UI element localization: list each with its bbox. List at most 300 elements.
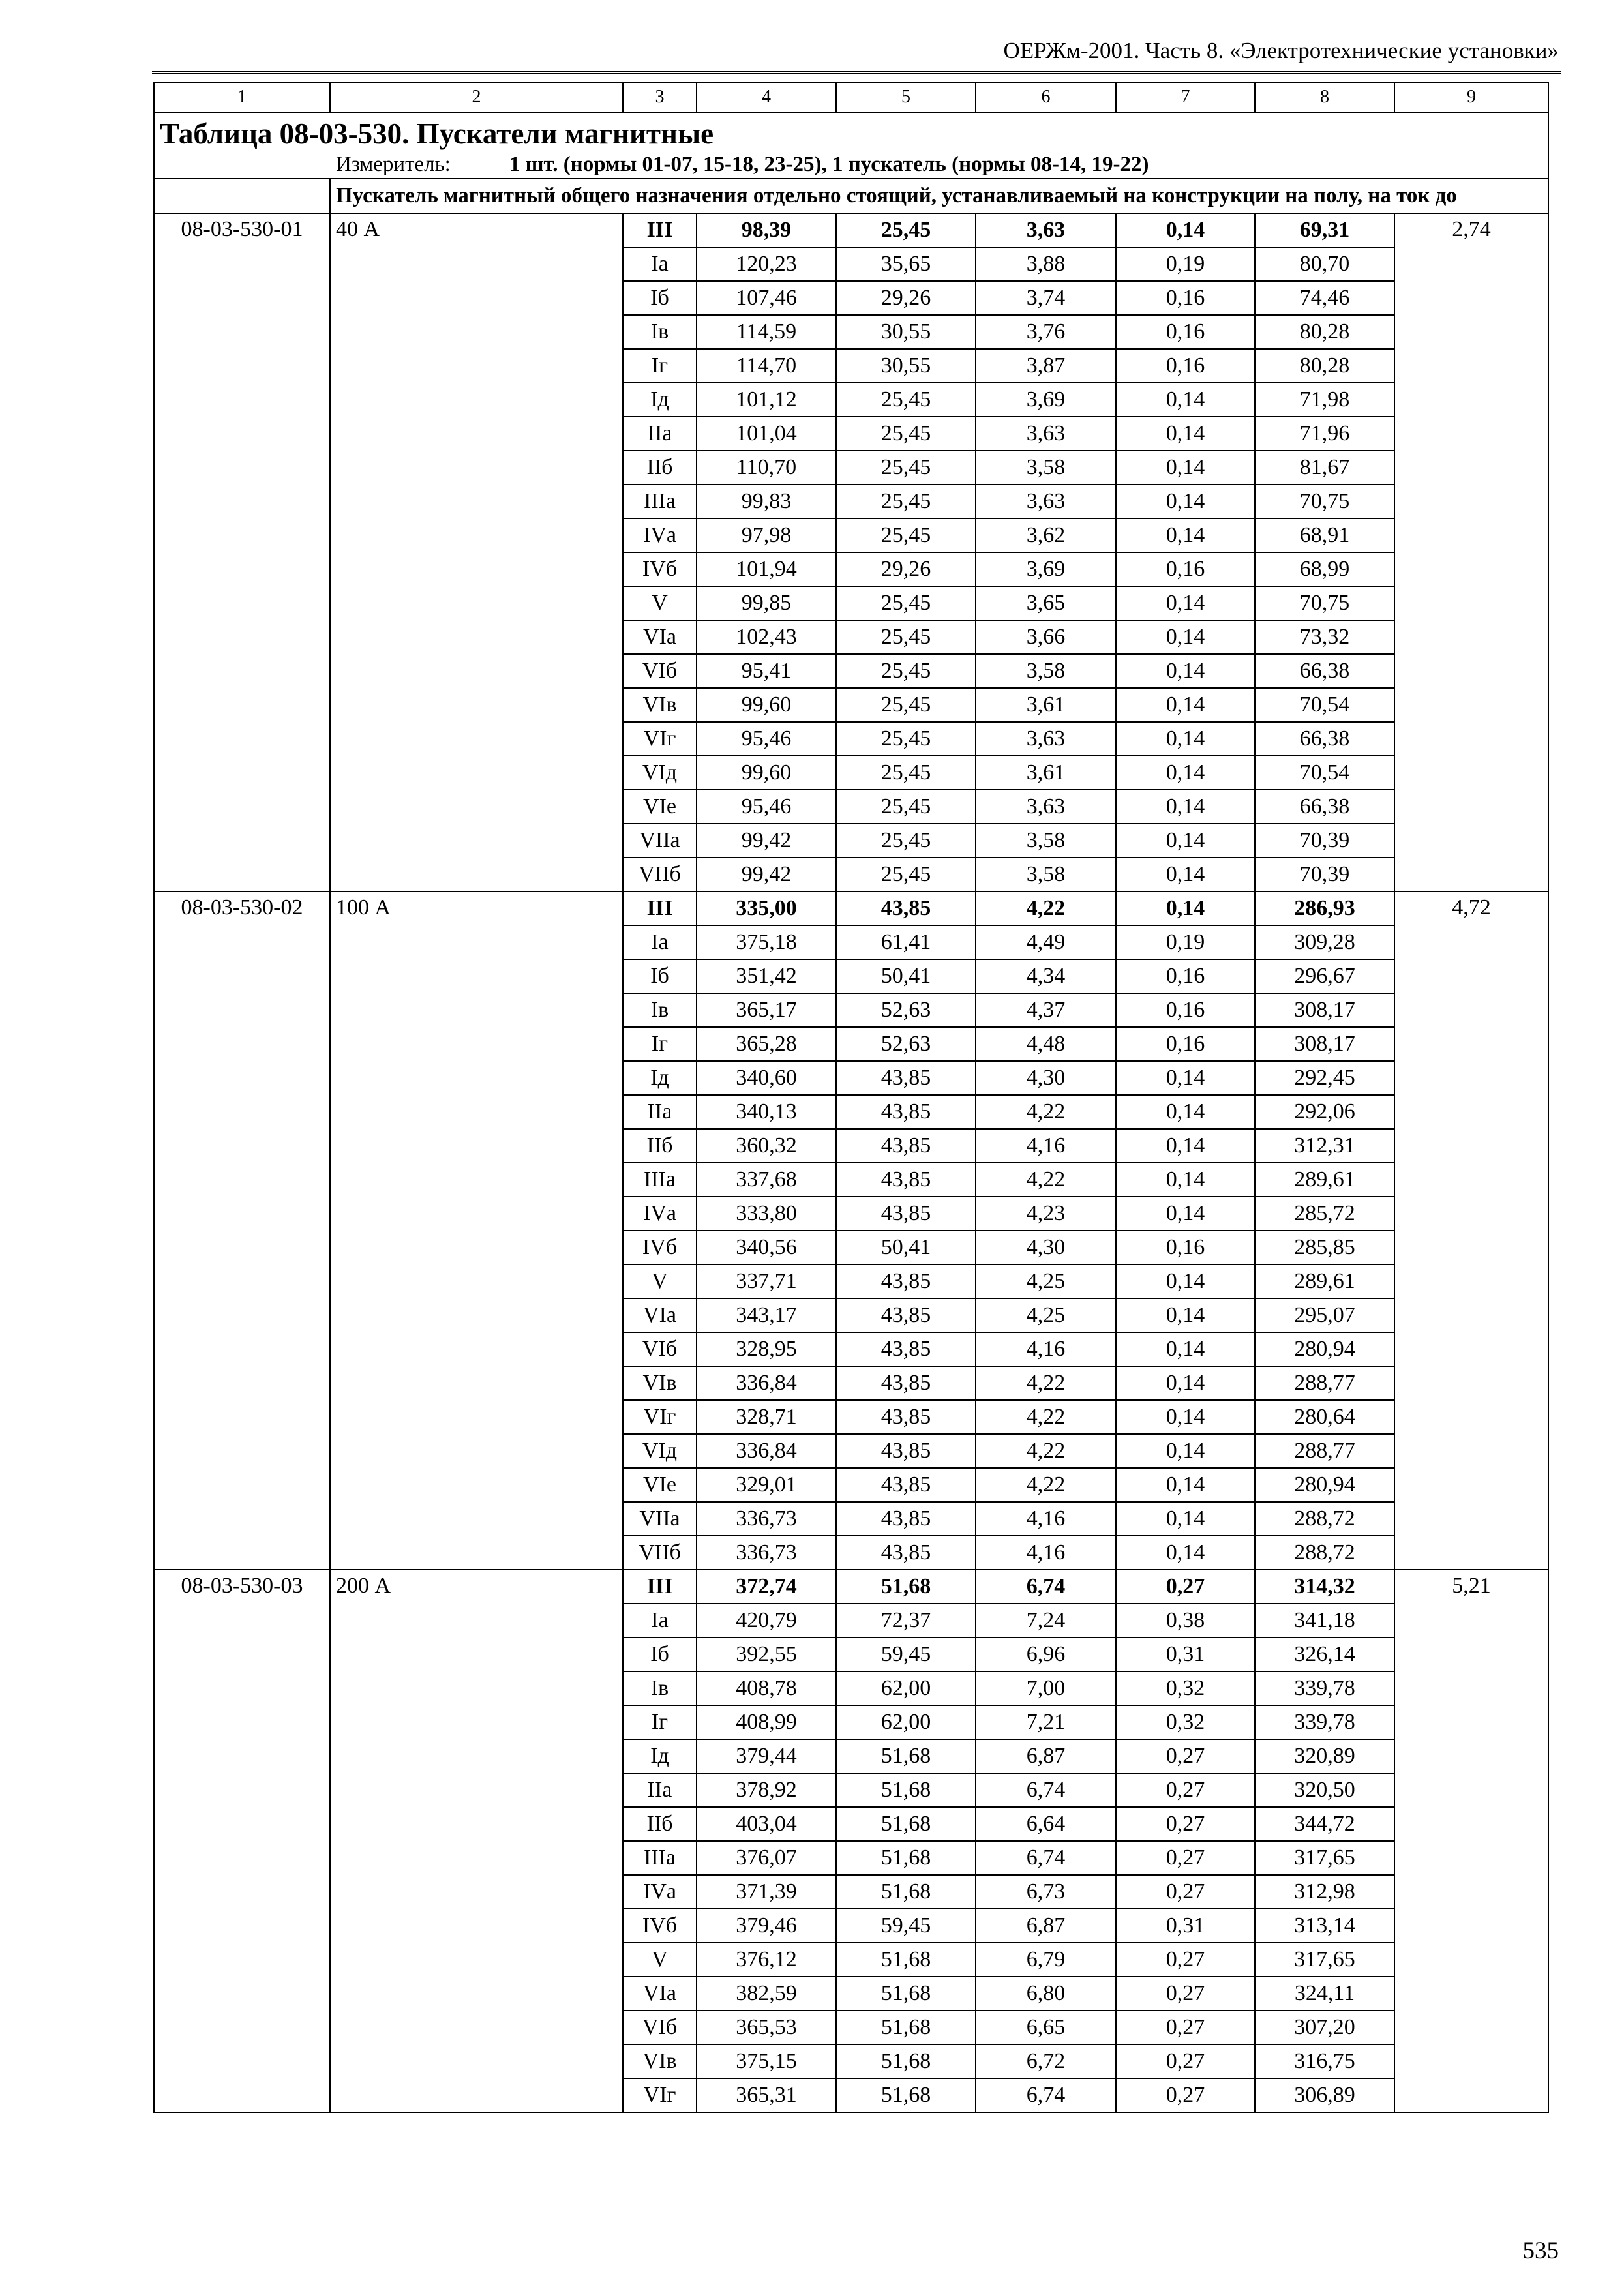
table-body bbox=[154, 82, 1548, 2112]
page-number: 535 bbox=[1522, 2237, 1559, 2264]
operator-wage: 0,14 bbox=[1116, 1197, 1255, 1231]
material-cost: 296,67 bbox=[1255, 959, 1394, 993]
machine-cost: 6,79 bbox=[976, 1943, 1116, 1977]
total-cost: 360,32 bbox=[697, 1129, 836, 1163]
material-cost: 314,32 bbox=[1255, 1570, 1394, 1604]
operator-wage: 0,14 bbox=[1116, 654, 1255, 688]
unit-code: IVа bbox=[623, 518, 697, 552]
machine-cost: 7,00 bbox=[976, 1671, 1116, 1705]
operator-wage: 0,27 bbox=[1116, 1807, 1255, 1841]
unit-code: IIа bbox=[623, 417, 697, 451]
material-cost: 339,78 bbox=[1255, 1671, 1394, 1705]
material-cost: 308,17 bbox=[1255, 1027, 1394, 1061]
mass-value: 2,74 bbox=[1394, 213, 1548, 891]
machine-cost: 6,74 bbox=[976, 1570, 1116, 1604]
total-cost: 114,70 bbox=[697, 349, 836, 383]
labor-cost: 43,85 bbox=[836, 1502, 976, 1536]
labor-cost: 51,68 bbox=[836, 1875, 976, 1909]
machine-cost: 4,23 bbox=[976, 1197, 1116, 1231]
material-cost: 73,32 bbox=[1255, 620, 1394, 654]
operator-wage: 0,14 bbox=[1116, 1332, 1255, 1366]
unit-code: Iв bbox=[623, 1671, 697, 1705]
total-cost: 340,13 bbox=[697, 1095, 836, 1129]
machine-cost: 4,25 bbox=[976, 1264, 1116, 1298]
material-cost: 295,07 bbox=[1255, 1298, 1394, 1332]
table-row bbox=[154, 213, 1548, 247]
total-cost: 376,12 bbox=[697, 1943, 836, 1977]
unit-code: IVб bbox=[623, 552, 697, 586]
operator-wage: 0,16 bbox=[1116, 281, 1255, 315]
material-cost: 344,72 bbox=[1255, 1807, 1394, 1841]
section-empty-cell bbox=[154, 179, 330, 213]
material-cost: 341,18 bbox=[1255, 1604, 1394, 1638]
unit-code: III bbox=[623, 213, 697, 247]
total-cost: 99,60 bbox=[697, 688, 836, 722]
operator-wage: 0,27 bbox=[1116, 1875, 1255, 1909]
operator-wage: 0,14 bbox=[1116, 620, 1255, 654]
material-cost: 309,28 bbox=[1255, 925, 1394, 959]
labor-cost: 30,55 bbox=[836, 349, 976, 383]
unit-code: VIIа bbox=[623, 824, 697, 858]
machine-cost: 4,22 bbox=[976, 1095, 1116, 1129]
operator-wage: 0,14 bbox=[1116, 1163, 1255, 1197]
machine-cost: 3,61 bbox=[976, 756, 1116, 790]
operator-wage: 0,14 bbox=[1116, 485, 1255, 518]
header-rule bbox=[152, 71, 1561, 74]
machine-cost: 3,58 bbox=[976, 654, 1116, 688]
machine-cost: 4,16 bbox=[976, 1129, 1116, 1163]
total-cost: 340,56 bbox=[697, 1231, 836, 1264]
machine-cost: 3,87 bbox=[976, 349, 1116, 383]
norm-code: 08-03-530-01 bbox=[154, 213, 330, 891]
unit-code: IVб bbox=[623, 1909, 697, 1943]
material-cost: 70,39 bbox=[1255, 824, 1394, 858]
title-cell bbox=[154, 112, 1548, 179]
column-number: 5 bbox=[836, 82, 976, 112]
machine-cost: 4,37 bbox=[976, 993, 1116, 1027]
labor-cost: 25,45 bbox=[836, 620, 976, 654]
material-cost: 68,91 bbox=[1255, 518, 1394, 552]
operator-wage: 0,14 bbox=[1116, 1366, 1255, 1400]
column-number: 7 bbox=[1116, 82, 1255, 112]
operator-wage: 0,27 bbox=[1116, 2044, 1255, 2078]
operator-wage: 0,16 bbox=[1116, 552, 1255, 586]
unit-code: VIб bbox=[623, 654, 697, 688]
material-cost: 289,61 bbox=[1255, 1264, 1394, 1298]
total-cost: 351,42 bbox=[697, 959, 836, 993]
material-cost: 280,94 bbox=[1255, 1468, 1394, 1502]
total-cost: 343,17 bbox=[697, 1298, 836, 1332]
labor-cost: 50,41 bbox=[836, 1231, 976, 1264]
operator-wage: 0,16 bbox=[1116, 959, 1255, 993]
total-cost: 329,01 bbox=[697, 1468, 836, 1502]
section-description: Пускатель магнитный общего назначения отдельно стоящий, устанавливаемый на конструкции на полу, на ток до bbox=[330, 179, 1548, 213]
machine-cost: 3,69 bbox=[976, 383, 1116, 417]
material-cost: 66,38 bbox=[1255, 722, 1394, 756]
material-cost: 70,75 bbox=[1255, 586, 1394, 620]
material-cost: 320,50 bbox=[1255, 1773, 1394, 1807]
total-cost: 365,31 bbox=[697, 2078, 836, 2112]
operator-wage: 0,27 bbox=[1116, 2078, 1255, 2112]
labor-cost: 25,45 bbox=[836, 790, 976, 824]
unit-code: VIе bbox=[623, 790, 697, 824]
material-cost: 66,38 bbox=[1255, 790, 1394, 824]
unit-value: 1 шт. (нормы 01-07, 15-18, 23-25), 1 пускатель (нормы 08-14, 19-22) bbox=[509, 153, 1149, 176]
machine-cost: 4,25 bbox=[976, 1298, 1116, 1332]
labor-cost: 59,45 bbox=[836, 1909, 976, 1943]
unit-code: VIIб bbox=[623, 1536, 697, 1570]
material-cost: 320,89 bbox=[1255, 1739, 1394, 1773]
machine-cost: 7,24 bbox=[976, 1604, 1116, 1638]
labor-cost: 29,26 bbox=[836, 281, 976, 315]
machine-cost: 4,22 bbox=[976, 1366, 1116, 1400]
machine-cost: 6,87 bbox=[976, 1739, 1116, 1773]
unit-code: VIIб bbox=[623, 858, 697, 891]
total-cost: 95,46 bbox=[697, 722, 836, 756]
total-cost: 98,39 bbox=[697, 213, 836, 247]
material-cost: 80,28 bbox=[1255, 315, 1394, 349]
machine-cost: 3,58 bbox=[976, 824, 1116, 858]
machine-cost: 3,61 bbox=[976, 688, 1116, 722]
unit-code: Iг bbox=[623, 1027, 697, 1061]
machine-cost: 3,63 bbox=[976, 485, 1116, 518]
unit-code: III bbox=[623, 891, 697, 925]
material-cost: 312,31 bbox=[1255, 1129, 1394, 1163]
labor-cost: 25,45 bbox=[836, 417, 976, 451]
labor-cost: 43,85 bbox=[836, 1129, 976, 1163]
operator-wage: 0,14 bbox=[1116, 824, 1255, 858]
labor-cost: 51,68 bbox=[836, 1943, 976, 1977]
operator-wage: 0,14 bbox=[1116, 1129, 1255, 1163]
table-row bbox=[154, 891, 1548, 925]
unit-code: Iв bbox=[623, 993, 697, 1027]
machine-cost: 4,48 bbox=[976, 1027, 1116, 1061]
operator-wage: 0,14 bbox=[1116, 1061, 1255, 1095]
material-cost: 285,72 bbox=[1255, 1197, 1394, 1231]
total-cost: 101,94 bbox=[697, 552, 836, 586]
operator-wage: 0,31 bbox=[1116, 1638, 1255, 1671]
labor-cost: 25,45 bbox=[836, 383, 976, 417]
total-cost: 379,44 bbox=[697, 1739, 836, 1773]
labor-cost: 43,85 bbox=[836, 1434, 976, 1468]
unit-code: VIIа bbox=[623, 1502, 697, 1536]
machine-cost: 6,64 bbox=[976, 1807, 1116, 1841]
material-cost: 70,75 bbox=[1255, 485, 1394, 518]
operator-wage: 0,32 bbox=[1116, 1705, 1255, 1739]
operator-wage: 0,14 bbox=[1116, 383, 1255, 417]
labor-cost: 43,85 bbox=[836, 1298, 976, 1332]
unit-code: V bbox=[623, 1264, 697, 1298]
operator-wage: 0,16 bbox=[1116, 993, 1255, 1027]
unit-code: VIв bbox=[623, 688, 697, 722]
labor-cost: 43,85 bbox=[836, 1095, 976, 1129]
machine-cost: 4,49 bbox=[976, 925, 1116, 959]
machine-cost: 3,65 bbox=[976, 586, 1116, 620]
material-cost: 70,39 bbox=[1255, 858, 1394, 891]
machine-cost: 3,63 bbox=[976, 790, 1116, 824]
machine-cost: 6,73 bbox=[976, 1875, 1116, 1909]
material-cost: 70,54 bbox=[1255, 756, 1394, 790]
operator-wage: 0,27 bbox=[1116, 1943, 1255, 1977]
unit-code: VIа bbox=[623, 1298, 697, 1332]
unit-code: Iб bbox=[623, 281, 697, 315]
labor-cost: 25,45 bbox=[836, 451, 976, 485]
machine-cost: 4,30 bbox=[976, 1231, 1116, 1264]
operator-wage: 0,14 bbox=[1116, 586, 1255, 620]
mass-value: 4,72 bbox=[1394, 891, 1548, 1570]
material-cost: 69,31 bbox=[1255, 213, 1394, 247]
total-cost: 382,59 bbox=[697, 1977, 836, 2011]
material-cost: 286,93 bbox=[1255, 891, 1394, 925]
labor-cost: 43,85 bbox=[836, 1197, 976, 1231]
column-number-row bbox=[154, 82, 1548, 112]
total-cost: 110,70 bbox=[697, 451, 836, 485]
total-cost: 328,95 bbox=[697, 1332, 836, 1366]
labor-cost: 51,68 bbox=[836, 2044, 976, 2078]
column-number: 2 bbox=[330, 82, 623, 112]
total-cost: 101,12 bbox=[697, 383, 836, 417]
norm-name: 40 А bbox=[330, 213, 623, 891]
machine-cost: 4,22 bbox=[976, 1400, 1116, 1434]
column-number: 3 bbox=[623, 82, 697, 112]
operator-wage: 0,16 bbox=[1116, 1027, 1255, 1061]
machine-cost: 4,22 bbox=[976, 891, 1116, 925]
operator-wage: 0,14 bbox=[1116, 756, 1255, 790]
column-number: 4 bbox=[697, 82, 836, 112]
machine-cost: 3,69 bbox=[976, 552, 1116, 586]
machine-cost: 3,58 bbox=[976, 858, 1116, 891]
machine-cost: 4,16 bbox=[976, 1502, 1116, 1536]
machine-cost: 4,30 bbox=[976, 1061, 1116, 1095]
unit-code: VIг bbox=[623, 1400, 697, 1434]
section-row bbox=[154, 179, 1548, 213]
total-cost: 392,55 bbox=[697, 1638, 836, 1671]
material-cost: 308,17 bbox=[1255, 993, 1394, 1027]
unit-code: Iг bbox=[623, 349, 697, 383]
total-cost: 420,79 bbox=[697, 1604, 836, 1638]
material-cost: 288,72 bbox=[1255, 1502, 1394, 1536]
table-row bbox=[154, 1570, 1548, 1604]
unit-code: IVа bbox=[623, 1197, 697, 1231]
column-number: 6 bbox=[976, 82, 1116, 112]
operator-wage: 0,14 bbox=[1116, 1536, 1255, 1570]
unit-code: VIа bbox=[623, 1977, 697, 2011]
labor-cost: 59,45 bbox=[836, 1638, 976, 1671]
operator-wage: 0,27 bbox=[1116, 1773, 1255, 1807]
labor-cost: 43,85 bbox=[836, 1536, 976, 1570]
unit-code: VIв bbox=[623, 1366, 697, 1400]
operator-wage: 0,32 bbox=[1116, 1671, 1255, 1705]
labor-cost: 43,85 bbox=[836, 1061, 976, 1095]
material-cost: 81,67 bbox=[1255, 451, 1394, 485]
labor-cost: 43,85 bbox=[836, 1366, 976, 1400]
machine-cost: 3,88 bbox=[976, 247, 1116, 281]
operator-wage: 0,14 bbox=[1116, 1502, 1255, 1536]
unit-code: Iд bbox=[623, 1061, 697, 1095]
total-cost: 365,53 bbox=[697, 2011, 836, 2044]
total-cost: 371,39 bbox=[697, 1875, 836, 1909]
machine-cost: 3,58 bbox=[976, 451, 1116, 485]
material-cost: 316,75 bbox=[1255, 2044, 1394, 2078]
unit-code: III bbox=[623, 1570, 697, 1604]
total-cost: 365,17 bbox=[697, 993, 836, 1027]
unit-code: VIг bbox=[623, 722, 697, 756]
material-cost: 317,65 bbox=[1255, 1943, 1394, 1977]
operator-wage: 0,14 bbox=[1116, 790, 1255, 824]
unit-code: VIд bbox=[623, 756, 697, 790]
machine-cost: 6,87 bbox=[976, 1909, 1116, 1943]
total-cost: 120,23 bbox=[697, 247, 836, 281]
total-cost: 340,60 bbox=[697, 1061, 836, 1095]
column-number: 8 bbox=[1255, 82, 1394, 112]
material-cost: 312,98 bbox=[1255, 1875, 1394, 1909]
material-cost: 80,70 bbox=[1255, 247, 1394, 281]
labor-cost: 72,37 bbox=[836, 1604, 976, 1638]
total-cost: 99,60 bbox=[697, 756, 836, 790]
labor-cost: 43,85 bbox=[836, 1468, 976, 1502]
operator-wage: 0,14 bbox=[1116, 891, 1255, 925]
material-cost: 80,28 bbox=[1255, 349, 1394, 383]
total-cost: 337,68 bbox=[697, 1163, 836, 1197]
operator-wage: 0,14 bbox=[1116, 1095, 1255, 1129]
labor-cost: 51,68 bbox=[836, 1570, 976, 1604]
total-cost: 99,42 bbox=[697, 824, 836, 858]
labor-cost: 43,85 bbox=[836, 1400, 976, 1434]
material-cost: 70,54 bbox=[1255, 688, 1394, 722]
norm-name: 100 А bbox=[330, 891, 623, 1570]
operator-wage: 0,14 bbox=[1116, 858, 1255, 891]
total-cost: 336,73 bbox=[697, 1536, 836, 1570]
total-cost: 337,71 bbox=[697, 1264, 836, 1298]
unit-code: Iб bbox=[623, 1638, 697, 1671]
unit-code: IIа bbox=[623, 1773, 697, 1807]
machine-cost: 6,74 bbox=[976, 1841, 1116, 1875]
total-cost: 99,83 bbox=[697, 485, 836, 518]
material-cost: 280,64 bbox=[1255, 1400, 1394, 1434]
labor-cost: 25,45 bbox=[836, 688, 976, 722]
machine-cost: 6,80 bbox=[976, 1977, 1116, 2011]
machine-cost: 4,22 bbox=[976, 1434, 1116, 1468]
total-cost: 376,07 bbox=[697, 1841, 836, 1875]
unit-code: IIб bbox=[623, 1807, 697, 1841]
labor-cost: 51,68 bbox=[836, 2011, 976, 2044]
material-cost: 288,77 bbox=[1255, 1434, 1394, 1468]
material-cost: 307,20 bbox=[1255, 2011, 1394, 2044]
labor-cost: 25,45 bbox=[836, 824, 976, 858]
machine-cost: 6,74 bbox=[976, 2078, 1116, 2112]
material-cost: 68,99 bbox=[1255, 552, 1394, 586]
operator-wage: 0,27 bbox=[1116, 1841, 1255, 1875]
total-cost: 333,80 bbox=[697, 1197, 836, 1231]
norm-name: 200 А bbox=[330, 1570, 623, 2112]
title-row bbox=[154, 112, 1548, 179]
operator-wage: 0,14 bbox=[1116, 688, 1255, 722]
labor-cost: 62,00 bbox=[836, 1705, 976, 1739]
unit-code: VIб bbox=[623, 1332, 697, 1366]
labor-cost: 61,41 bbox=[836, 925, 976, 959]
norms-table bbox=[153, 82, 1549, 2113]
machine-cost: 4,22 bbox=[976, 1468, 1116, 1502]
total-cost: 375,15 bbox=[697, 2044, 836, 2078]
operator-wage: 0,14 bbox=[1116, 1298, 1255, 1332]
total-cost: 378,92 bbox=[697, 1773, 836, 1807]
operator-wage: 0,27 bbox=[1116, 1739, 1255, 1773]
labor-cost: 29,26 bbox=[836, 552, 976, 586]
material-cost: 326,14 bbox=[1255, 1638, 1394, 1671]
machine-cost: 3,63 bbox=[976, 722, 1116, 756]
total-cost: 379,46 bbox=[697, 1909, 836, 1943]
material-cost: 66,38 bbox=[1255, 654, 1394, 688]
labor-cost: 51,68 bbox=[836, 1773, 976, 1807]
total-cost: 102,43 bbox=[697, 620, 836, 654]
running-header: ОЕРЖм-2001. Часть 8. «Электротехнические установки» bbox=[1003, 38, 1559, 63]
labor-cost: 25,45 bbox=[836, 485, 976, 518]
unit-code: Iд bbox=[623, 1739, 697, 1773]
operator-wage: 0,14 bbox=[1116, 1400, 1255, 1434]
unit-code: VIа bbox=[623, 620, 697, 654]
material-cost: 71,98 bbox=[1255, 383, 1394, 417]
operator-wage: 0,14 bbox=[1116, 1468, 1255, 1502]
operator-wage: 0,14 bbox=[1116, 1264, 1255, 1298]
material-cost: 317,65 bbox=[1255, 1841, 1394, 1875]
total-cost: 95,41 bbox=[697, 654, 836, 688]
unit-code: VIг bbox=[623, 2078, 697, 2112]
unit-code: VIб bbox=[623, 2011, 697, 2044]
material-cost: 324,11 bbox=[1255, 1977, 1394, 2011]
unit-code: IIIа bbox=[623, 1841, 697, 1875]
operator-wage: 0,31 bbox=[1116, 1909, 1255, 1943]
unit-line bbox=[336, 154, 1542, 175]
total-cost: 336,73 bbox=[697, 1502, 836, 1536]
total-cost: 335,00 bbox=[697, 891, 836, 925]
operator-wage: 0,27 bbox=[1116, 2011, 1255, 2044]
operator-wage: 0,14 bbox=[1116, 213, 1255, 247]
labor-cost: 50,41 bbox=[836, 959, 976, 993]
material-cost: 313,14 bbox=[1255, 1909, 1394, 1943]
material-cost: 280,94 bbox=[1255, 1332, 1394, 1366]
unit-code: Iд bbox=[623, 383, 697, 417]
labor-cost: 51,68 bbox=[836, 1739, 976, 1773]
unit-code: V bbox=[623, 1943, 697, 1977]
labor-cost: 51,68 bbox=[836, 1841, 976, 1875]
operator-wage: 0,16 bbox=[1116, 349, 1255, 383]
unit-code: IIIа bbox=[623, 1163, 697, 1197]
table-title: Таблица 08-03-530. Пускатели магнитные bbox=[160, 117, 714, 150]
unit-code: IIб bbox=[623, 451, 697, 485]
mass-value: 5,21 bbox=[1394, 1570, 1548, 2112]
unit-code: VIв bbox=[623, 2044, 697, 2078]
total-cost: 375,18 bbox=[697, 925, 836, 959]
total-cost: 99,42 bbox=[697, 858, 836, 891]
machine-cost: 3,74 bbox=[976, 281, 1116, 315]
labor-cost: 51,68 bbox=[836, 1807, 976, 1841]
labor-cost: 25,45 bbox=[836, 756, 976, 790]
labor-cost: 25,45 bbox=[836, 722, 976, 756]
labor-cost: 25,45 bbox=[836, 654, 976, 688]
total-cost: 101,04 bbox=[697, 417, 836, 451]
machine-cost: 4,16 bbox=[976, 1536, 1116, 1570]
unit-code: Iа bbox=[623, 925, 697, 959]
machine-cost: 6,74 bbox=[976, 1773, 1116, 1807]
machine-cost: 3,66 bbox=[976, 620, 1116, 654]
operator-wage: 0,16 bbox=[1116, 1231, 1255, 1264]
operator-wage: 0,38 bbox=[1116, 1604, 1255, 1638]
machine-cost: 3,63 bbox=[976, 213, 1116, 247]
material-cost: 292,06 bbox=[1255, 1095, 1394, 1129]
labor-cost: 51,68 bbox=[836, 2078, 976, 2112]
machine-cost: 4,34 bbox=[976, 959, 1116, 993]
unit-code: Iг bbox=[623, 1705, 697, 1739]
